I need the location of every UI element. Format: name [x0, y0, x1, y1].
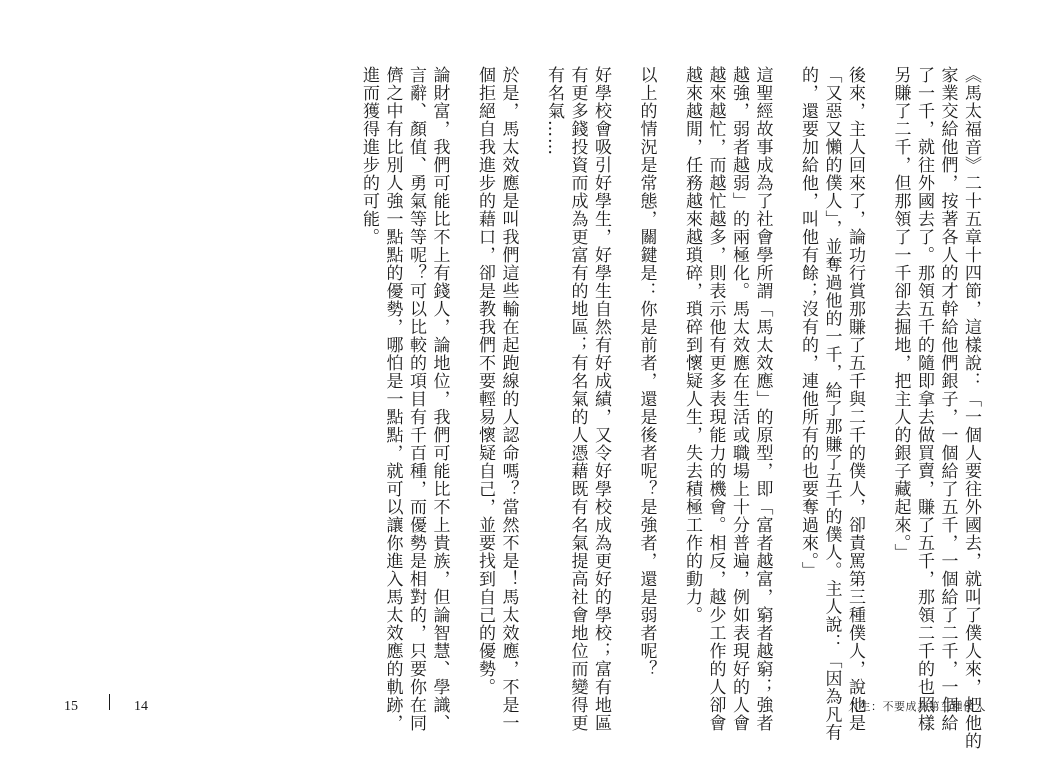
- text-column: 了一千，就往外國去了。那領五千的隨即拿去做買賣，賺了五千，那領二千的也照樣: [914, 66, 934, 732]
- text-column: 個拒絕自我進步的藉口，卻是教我們不要輕易懷疑自己，並要找到自己的優勢。: [475, 66, 495, 696]
- text-column: 越強，弱者越弱」的兩極化。馬太效應在生活或職場上十分普遍，例如表現好的人會: [729, 66, 749, 732]
- page-number-left: 15: [64, 699, 78, 714]
- text-column: 的，還要加給他，叫他有餘；沒有的，連他所有的也要奪過來。」: [798, 66, 818, 580]
- text-column: 《馬太福音》二十五章十四節，這樣說：「一個人要往外國去，就叫了僕人來，把他的: [961, 66, 981, 750]
- text-column: 論財富，我們可能比不上有錢人，論地位，我們可能比不上貴族，但論智慧、學識、: [429, 66, 450, 732]
- paragraph: [473, 66, 520, 732]
- paragraph: [796, 66, 867, 742]
- text-column: 「又惡又懶的僕人」，並奪過他的一千，給了那賺了五千的僕人。主人說：「因為凡有: [821, 66, 842, 742]
- text-column: 有更多錢投資而成為更富有的地區；有名氣的人憑藉既有名氣提高社會地位而變得更: [567, 66, 588, 732]
- page-divider: [109, 694, 110, 710]
- text-column: 另賺了二千，但那領了一千卻去掘地，把主人的銀子藏起來。」: [890, 66, 911, 562]
- paragraph: [680, 66, 774, 732]
- text-column: 越來越忙，而越忙越多，則表示他有更多表現能力的機會。相反，越少工作的人卻會: [705, 66, 726, 732]
- paragraph: [634, 66, 658, 678]
- paragraph: [357, 66, 451, 732]
- text-column: 這聖經故事成為了社會學所謂「馬太效應」的原型，即「富者越富，窮者越窮；強者: [752, 66, 773, 732]
- paragraph: [542, 66, 613, 732]
- text-column: 後來，主人回來了，論功行賞那賺了五千與二千的僕人，卻責罵第三種僕人，說他是: [845, 66, 865, 732]
- text-column: 言辭、顏值、勇氣等等呢？可以比較的項目有千百種，而優勢是相對的，只要你在同: [406, 66, 426, 732]
- text-column: 以上的情況是常態，關鍵是：你是前者，還是後者呢？是強者，還是弱者呢？: [636, 66, 657, 678]
- text-column: 有名氣……: [544, 66, 564, 156]
- text-column: 進而獲得進步的可能。: [359, 66, 379, 246]
- text-column: 儕之中有比別人強一點點的優勢，哪怕是一點點，就可以讓你進入馬太效應的軌跡，: [382, 66, 403, 732]
- page-number-right: 14: [134, 699, 148, 714]
- text-column: 於是，馬太效應是叫我們這些輸在起跑線的人認命嗎？當然不是！馬太效應，不是一: [498, 66, 519, 732]
- text-column: 越來越閒，任務越來越瑣碎，瑣碎到懷疑人生，失去積極工作的動力。: [682, 66, 702, 624]
- text-column: 家業交給他們，按著各人的才幹給他們銀子，一個給了五千，一個給了二千，一個給: [937, 66, 958, 732]
- text-column: 好學校會吸引好學生，好學生自然有好成績，又令好學校成為更好的學校；富有地區: [591, 66, 611, 732]
- running-header: 人生：不要成為第三種僕人: [848, 700, 986, 713]
